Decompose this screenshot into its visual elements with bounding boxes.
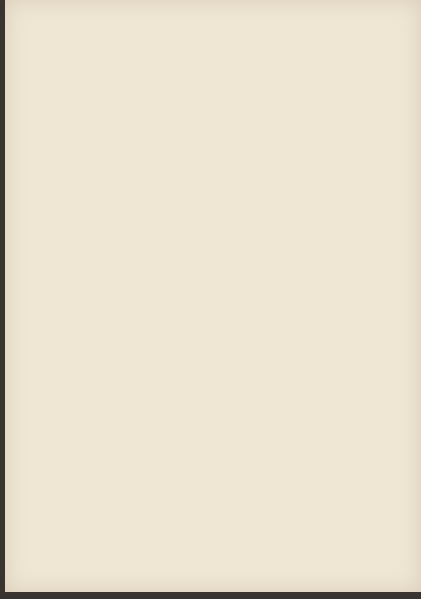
body-text xyxy=(49,40,371,48)
book-page xyxy=(5,0,421,592)
